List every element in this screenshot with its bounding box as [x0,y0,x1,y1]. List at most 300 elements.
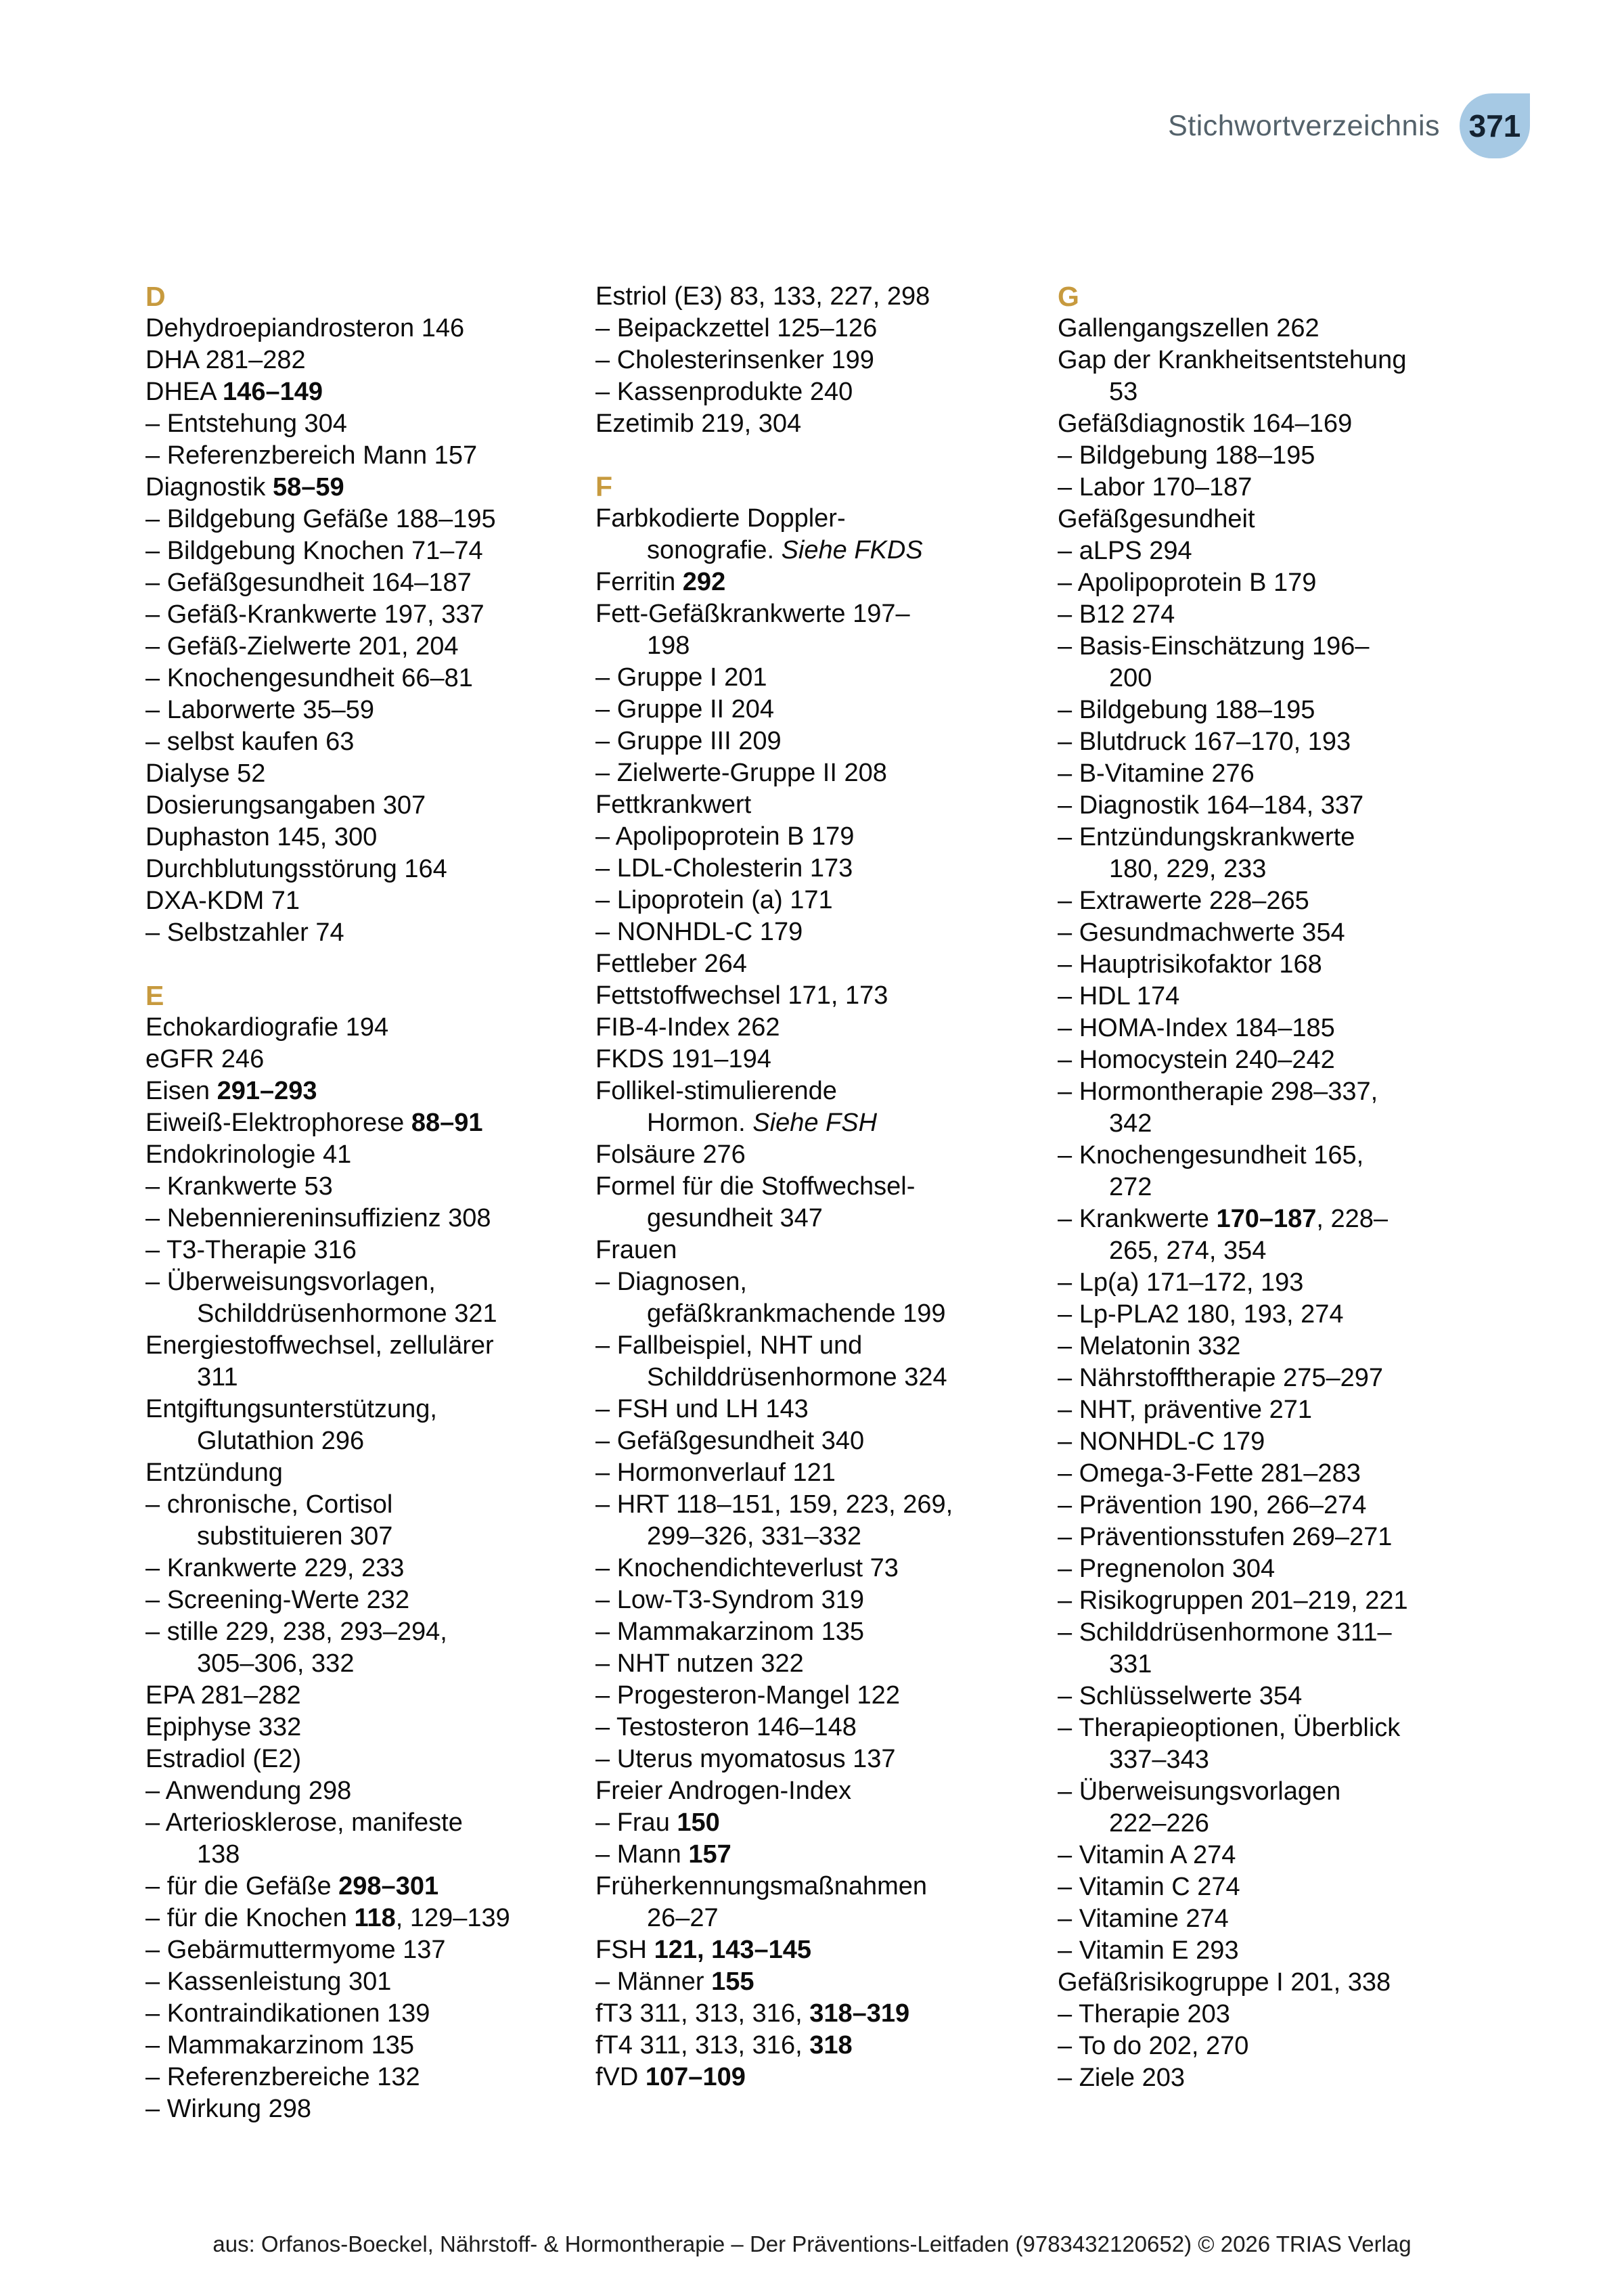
index-entry [1058,1331,1496,1362]
index-entry [595,757,1034,789]
entry-text: 200 [1109,664,1152,692]
entry-text: – HOMA-Index 184–185 [1058,1014,1335,1042]
entry-text: Folsäure 276 [595,1140,746,1169]
index-entry [595,313,1034,344]
entry-text: – Männer [595,1967,712,1996]
index-column-2 [595,281,1034,2093]
entry-text: Estradiol (E2) [145,1745,302,1773]
section-letter: D [145,281,166,312]
index-entry [145,376,584,408]
entry-text: – Krankwerte [1058,1205,1217,1233]
entry-text: – Vitamin E 293 [1058,1936,1239,1965]
entry-text: – Referenzbereich Mann 157 [145,441,478,470]
entry-text: – Zielwerte-Gruppe II 208 [595,759,887,787]
index-entry [595,789,1034,821]
entry-text: – HRT 118–151, 159, 223, 269, [595,1490,953,1519]
index-entry [595,1394,1034,1425]
index-entry [1058,949,1496,981]
index-entry [1058,981,1496,1012]
entry-text: 342 [1109,1109,1152,1138]
entry-text: Eiweiß-Elektrophorese [145,1109,411,1137]
entry-text: – B-Vitamine 276 [1058,759,1255,788]
index-entry [1058,1140,1496,1203]
entry-text: 107–109 [645,2063,746,2091]
entry-text: Formel für die Stoffwechsel- [595,1172,916,1201]
index-entry [595,1044,1034,1075]
entry-text: – Hormontherapie 298–337, [1058,1077,1378,1106]
index-entry [145,535,584,567]
index-entry [595,1012,1034,1044]
index-entry [145,1075,584,1107]
entry-text: – Knochengesundheit 66–81 [145,664,473,692]
entry-text: Diagnostik [145,473,273,502]
entry-text: sonografie. [647,536,782,564]
index-entry [595,1648,1034,1680]
entry-text: Hormon. [647,1109,753,1137]
index-entry [595,1680,1034,1712]
index-entry [1058,1458,1496,1490]
index-entry [1058,1553,1496,1585]
entry-text: Entzündung [145,1459,283,1487]
index-entry [595,1234,1034,1266]
entry-text: – Mammakarzinom 135 [595,1618,865,1646]
index-entry [1058,822,1496,885]
entry-text: – Diagnostik 164–184, 337 [1058,791,1364,820]
index-entry [1058,1490,1496,1521]
index-entry [595,2030,1034,2062]
index-entry [595,1425,1034,1457]
index-entry [1058,1585,1496,1617]
index-entry [145,472,584,504]
footer-text: aus: Orfanos-Boeckel, Nährstoff- & Hormontherapie – Der Präventions-Leitfaden (9783432120652) © 2026 TRIAS Verlag [212,2231,1412,2256]
entry-text: – Gefäß-Zielwerte 201, 204 [145,632,459,661]
index-entry [145,1044,584,1075]
index-entry [145,631,584,663]
index-entry [145,917,584,949]
entry-text: – Labor 170–187 [1058,473,1253,502]
index-entry [1058,1617,1496,1680]
entry-text: – Testosteron 146–148 [595,1713,857,1741]
entry-text: – FSH und LH 143 [595,1395,809,1423]
entry-text: – Gebärmuttermyome 137 [145,1936,446,1964]
entry-text: – B12 274 [1058,600,1175,629]
entry-text: – Schlüsselwerte 354 [1058,1682,1303,1710]
entry-text: Früherkennungsmaßnahmen [595,1872,928,1900]
index-entry [145,567,584,599]
index-entry [1058,1776,1496,1840]
entry-text: – Bildgebung Knochen 71–74 [145,537,483,565]
entry-text: – Pregnenolon 304 [1058,1555,1276,1583]
entry-text: 291–293 [217,1077,317,1105]
index-entry [1058,1044,1496,1076]
entry-text: – Apolipoprotein B 179 [595,822,855,851]
entry-text: – Mann [595,1840,689,1869]
index-entry [1058,535,1496,567]
entry-text: – Anwendung 298 [145,1777,352,1805]
entry-text: 180, 229, 233 [1109,855,1267,883]
entry-text: – Extrawerte 228–265 [1058,887,1309,915]
entry-text: – Arteriosklerose, manifeste [145,1808,463,1837]
index-entry [145,2062,584,2093]
index-entry [595,1489,1034,1553]
entry-text: – Fallbeispiel, NHT und [595,1331,863,1360]
entry-text: Frauen [595,1236,677,1264]
index-entry [145,1584,584,1616]
entry-text: – Gesundmachwerte 354 [1058,918,1345,947]
entry-text: Farbkodierte Doppler- [595,504,846,533]
index-entry [145,1902,584,1934]
entry-text: – Blutdruck 167–170, 193 [1058,728,1351,756]
index-entry [595,948,1034,980]
entry-text: 265, 274, 354 [1109,1237,1267,1265]
entry-text: Dialyse 52 [145,759,266,788]
index-entry [145,2030,584,2062]
entry-text: 198 [647,631,690,660]
entry-text: Energiestoffwechsel, zellulärer [145,1331,494,1360]
entry-text: – Selbstzahler 74 [145,918,344,947]
entry-text: Endokrinologie 41 [145,1140,352,1169]
index-entry [145,1171,584,1203]
index-entry [145,1203,584,1234]
entry-text: Epiphyse 332 [145,1713,302,1741]
entry-text: – Überweisungsvorlagen, [145,1268,436,1296]
entry-text: 150 [677,1808,720,1837]
entry-text: – Laborwerte 35–59 [145,696,375,724]
index-entry [1058,1680,1496,1712]
index-entry [1058,1712,1496,1776]
entry-text: – Gefäßgesundheit 340 [595,1427,865,1455]
entry-text: – Präventionsstufen 269–271 [1058,1523,1393,1551]
index-entry [145,440,584,472]
entry-text: – Krankwerte 229, 233 [145,1554,405,1582]
index-entry [1058,1871,1496,1903]
index-entry [145,1139,584,1171]
entry-text: Ezetimib 219, 304 [595,409,802,438]
entry-text: Schilddrüsenhormone 321 [197,1299,497,1328]
index-entry [145,1107,584,1139]
entry-text: – Screening-Werte 232 [145,1586,410,1614]
index-entry [1058,631,1496,694]
entry-text: 118 [354,1904,396,1932]
entry-text: – aLPS 294 [1058,537,1192,565]
index-entry [595,1616,1034,1648]
index-entry [1058,1203,1496,1267]
entry-text: – Bildgebung Gefäße 188–195 [145,505,496,533]
entry-text: – Schilddrüsenhormone 311– [1058,1618,1392,1647]
entry-text: , 129–139 [395,1904,510,1932]
entry-text: – chronische, Cortisol [145,1490,393,1519]
index-entry [595,1171,1034,1234]
entry-text: – Gruppe II 204 [595,695,775,723]
index-entry [1058,758,1496,790]
index-entry [595,1553,1034,1584]
index-entry [595,1807,1034,1839]
entry-text: – Nährstofftherapie 275–297 [1058,1364,1383,1392]
entry-text: 138 [197,1840,240,1869]
entry-text: Dehydroepiandrosteron 146 [145,314,465,342]
entry-text: gefäßkrankmachende 199 [647,1299,946,1328]
entry-text: – Lp-PLA2 180, 193, 274 [1058,1300,1344,1329]
entry-text: – Hauptrisikofaktor 168 [1058,950,1322,979]
index-entry [595,1871,1034,1934]
entry-text: fT4 311, 313, 316, [595,2031,810,2060]
index-entry [1058,567,1496,599]
entry-text: FKDS 191–194 [595,1045,771,1073]
entry-text: – Vitamin A 274 [1058,1841,1236,1869]
section-letter: G [1058,281,1079,312]
index-entry [1058,1076,1496,1140]
entry-text: – Frau [595,1808,677,1837]
entry-text: DHEA [145,378,223,406]
entry-text: 331 [1109,1650,1152,1678]
entry-text: – NHT, präventive 271 [1058,1396,1312,1424]
entry-text: Eisen [145,1077,217,1105]
entry-text: – Diagnosen, [595,1268,747,1296]
index-entry [595,694,1034,726]
index-entry [1058,1840,1496,1871]
index-entry [595,1075,1034,1139]
entry-text: Freier Androgen-Index [595,1777,852,1805]
index-entry [145,1394,584,1457]
entry-text: – Omega-3-Fette 281–283 [1058,1459,1361,1488]
index-entry [1058,408,1496,440]
index-entry [595,1457,1034,1489]
entry-text: – Ziele 203 [1058,2064,1186,2092]
index-entry [595,1743,1034,1775]
index-entry [595,566,1034,598]
entry-text: 311 [197,1363,238,1392]
index-entry [1058,885,1496,917]
entry-text: – Gefäß-Krankwerte 197, 337 [145,600,484,629]
entry-text: Entgiftungsunterstützung, [145,1395,437,1423]
index-entry [595,344,1034,376]
entry-text: – Überweisungsvorlagen [1058,1777,1341,1806]
index-entry [1058,694,1496,726]
index-entry [595,662,1034,694]
index-entry [595,1966,1034,1998]
index-entry [595,2062,1034,2093]
index-entry [145,663,584,694]
entry-text: 121, 143–145 [654,1936,812,1964]
entry-text: EPA 281–282 [145,1681,301,1710]
entry-text: – Bildgebung 188–195 [1058,441,1315,470]
index-entry [595,598,1034,662]
entry-text: Glutathion 296 [197,1427,365,1455]
index-entry [1058,1426,1496,1458]
entry-text: Gefäßdiagnostik 164–169 [1058,409,1353,438]
entry-text: DXA-KDM 71 [145,887,300,915]
index-entry [1058,1903,1496,1935]
entry-text: – für die Gefäße [145,1872,339,1900]
entry-text: DHA 281–282 [145,346,306,374]
entry-text: 26–27 [647,1904,719,1932]
entry-text: gesundheit 347 [647,1204,823,1232]
entry-text: – Lipoprotein (a) 171 [595,886,833,914]
index-entry [1058,917,1496,949]
index-entry [145,1934,584,1966]
entry-text: – HDL 174 [1058,982,1180,1010]
index-entry [1058,1267,1496,1299]
entry-text: – To do 202, 270 [1058,2032,1249,2060]
index-entry [595,821,1034,853]
index-entry [1058,1521,1496,1553]
index-column-3 [1058,281,1496,2094]
entry-text: 318 [809,2031,853,2060]
index-entry [595,1584,1034,1616]
section-letter: F [595,471,613,502]
entry-text: Siehe FSH [752,1109,878,1137]
index-entry [145,1330,584,1394]
section-letter: E [145,980,164,1011]
index-entry [145,1871,584,1902]
entry-text: 318–319 [809,1999,910,2028]
index-entry [145,408,584,440]
page-footer [0,2231,1624,2257]
entry-text: 170–187 [1216,1205,1317,1233]
entry-text: – Kontraindikationen 139 [145,1999,430,2028]
entry-text: Fettleber 264 [595,950,747,978]
index-entry [1058,1394,1496,1426]
index-entry [595,1712,1034,1743]
entry-text: – Bildgebung 188–195 [1058,696,1315,724]
entry-text: Echokardiografie 194 [145,1013,389,1042]
index-entry [595,726,1034,757]
index-entry [145,313,584,344]
entry-text: 88–91 [411,1109,483,1137]
entry-text: – Nebenniereninsuffizienz 308 [145,1204,491,1232]
index-entry [145,1489,584,1553]
entry-text: – Gruppe I 201 [595,663,767,692]
entry-text: fVD [595,2063,646,2091]
index-entry [145,1680,584,1712]
index-column-1 [145,281,584,2125]
index-entry [145,758,584,790]
entry-text: fT3 311, 313, 316, [595,1999,810,2028]
entry-text: 53 [1109,378,1138,406]
index-entry [145,1457,584,1489]
entry-text: Duphaston 145, 300 [145,823,378,851]
entry-text: 58–59 [272,473,344,502]
index-entry [145,1712,584,1743]
entry-text: eGFR 246 [145,1045,265,1073]
entry-text: Follikel-stimulierende [595,1077,837,1105]
index-entry [145,1553,584,1584]
index-entry [1058,1362,1496,1394]
index-entry [1058,726,1496,758]
index-entry [145,1966,584,1998]
entry-text: – Apolipoprotein B 179 [1058,569,1317,597]
entry-text: – Knochengesundheit 165, [1058,1141,1364,1170]
entry-text: – Entzündungskrankwerte [1058,823,1355,851]
index-entry [1058,344,1496,408]
index-entry [595,503,1034,566]
entry-text: Gap der Krankheitsentstehung [1058,346,1407,374]
index-entry [595,1139,1034,1171]
entry-text: – NONHDL-C 179 [1058,1427,1265,1456]
entry-text: Dosierungsangaben 307 [145,791,426,820]
index-entry [595,1775,1034,1807]
entry-text: – für die Knochen [145,1904,355,1932]
index-entry [1058,440,1496,472]
entry-text: – Progesteron-Mangel 122 [595,1681,900,1710]
index-entry [1058,1967,1496,1999]
entry-text: 305–306, 332 [197,1649,355,1678]
entry-text: – Lp(a) 171–172, 193 [1058,1268,1304,1297]
index-entry [145,1616,584,1680]
entry-text: – NHT nutzen 322 [595,1649,804,1678]
index-entry [145,853,584,885]
index-entry [595,980,1034,1012]
entry-text: 157 [688,1840,731,1869]
index-entry [145,1266,584,1330]
entry-text: Estriol (E3) 83, 133, 227, 298 [595,282,930,311]
index-entry [145,1998,584,2030]
entry-text: FIB-4-Index 262 [595,1013,780,1042]
entry-text: – Entstehung 304 [145,409,347,438]
index-entry [145,694,584,726]
index-entry [595,281,1034,313]
index-entry [1058,790,1496,822]
index-entry [595,853,1034,885]
page-number-badge [1460,93,1530,158]
index-entry [145,1775,584,1807]
entry-text: – Vitamine 274 [1058,1905,1229,1933]
index-entry [1058,1299,1496,1331]
entry-text: 337–343 [1109,1745,1209,1774]
index-entry [145,504,584,535]
entry-text: Fettkrankwert [595,791,752,819]
entry-text: – Uterus myomatosus 137 [595,1745,896,1773]
index-entry [595,1839,1034,1871]
index-entry [1058,2030,1496,2062]
index-entry [145,1743,584,1775]
entry-text: 155 [711,1967,754,1996]
entry-text: substituieren 307 [197,1522,393,1551]
entry-text: – Kassenprodukte 240 [595,378,853,406]
entry-text: – Kassenleistung 301 [145,1967,392,1996]
index-entry [595,408,1034,440]
entry-text: Durchblutungsstörung 164 [145,855,447,883]
index-entry [595,1934,1034,1966]
entry-text: – Cholesterinsenker 199 [595,346,874,374]
entry-text: – Gefäßgesundheit 164–187 [145,569,472,597]
entry-text: Gefäßgesundheit [1058,505,1255,533]
index-entry [595,885,1034,916]
index-entry [595,376,1034,408]
entry-text: – Risikogruppen 201–219, 221 [1058,1586,1408,1615]
entry-text: 299–326, 331–332 [647,1522,861,1551]
entry-text: 146–149 [223,378,323,406]
index-entry [1058,313,1496,344]
entry-text: 298–301 [338,1872,439,1900]
entry-text: – Wirkung 298 [145,2095,312,2123]
entry-text: Fettstoffwechsel 171, 173 [595,981,888,1010]
entry-text: – Knochendichteverlust 73 [595,1554,899,1582]
entry-text: – Vitamin C 274 [1058,1873,1240,1901]
entry-text: – Therapieoptionen, Überblick [1058,1714,1401,1742]
entry-text: 292 [682,568,726,596]
index-entry [1058,504,1496,535]
entry-text: – NONHDL-C 179 [595,918,803,946]
index-entry [1058,472,1496,504]
entry-text: – Beipackzettel 125–126 [595,314,878,342]
entry-text: – Prävention 190, 266–274 [1058,1491,1367,1519]
entry-text: Gallengangszellen 262 [1058,314,1320,342]
entry-text: – Homocystein 240–242 [1058,1046,1335,1074]
page-number: 371 [1468,108,1521,143]
entry-text: – LDL-Cholesterin 173 [595,854,853,883]
entry-text: 222–226 [1109,1809,1209,1838]
